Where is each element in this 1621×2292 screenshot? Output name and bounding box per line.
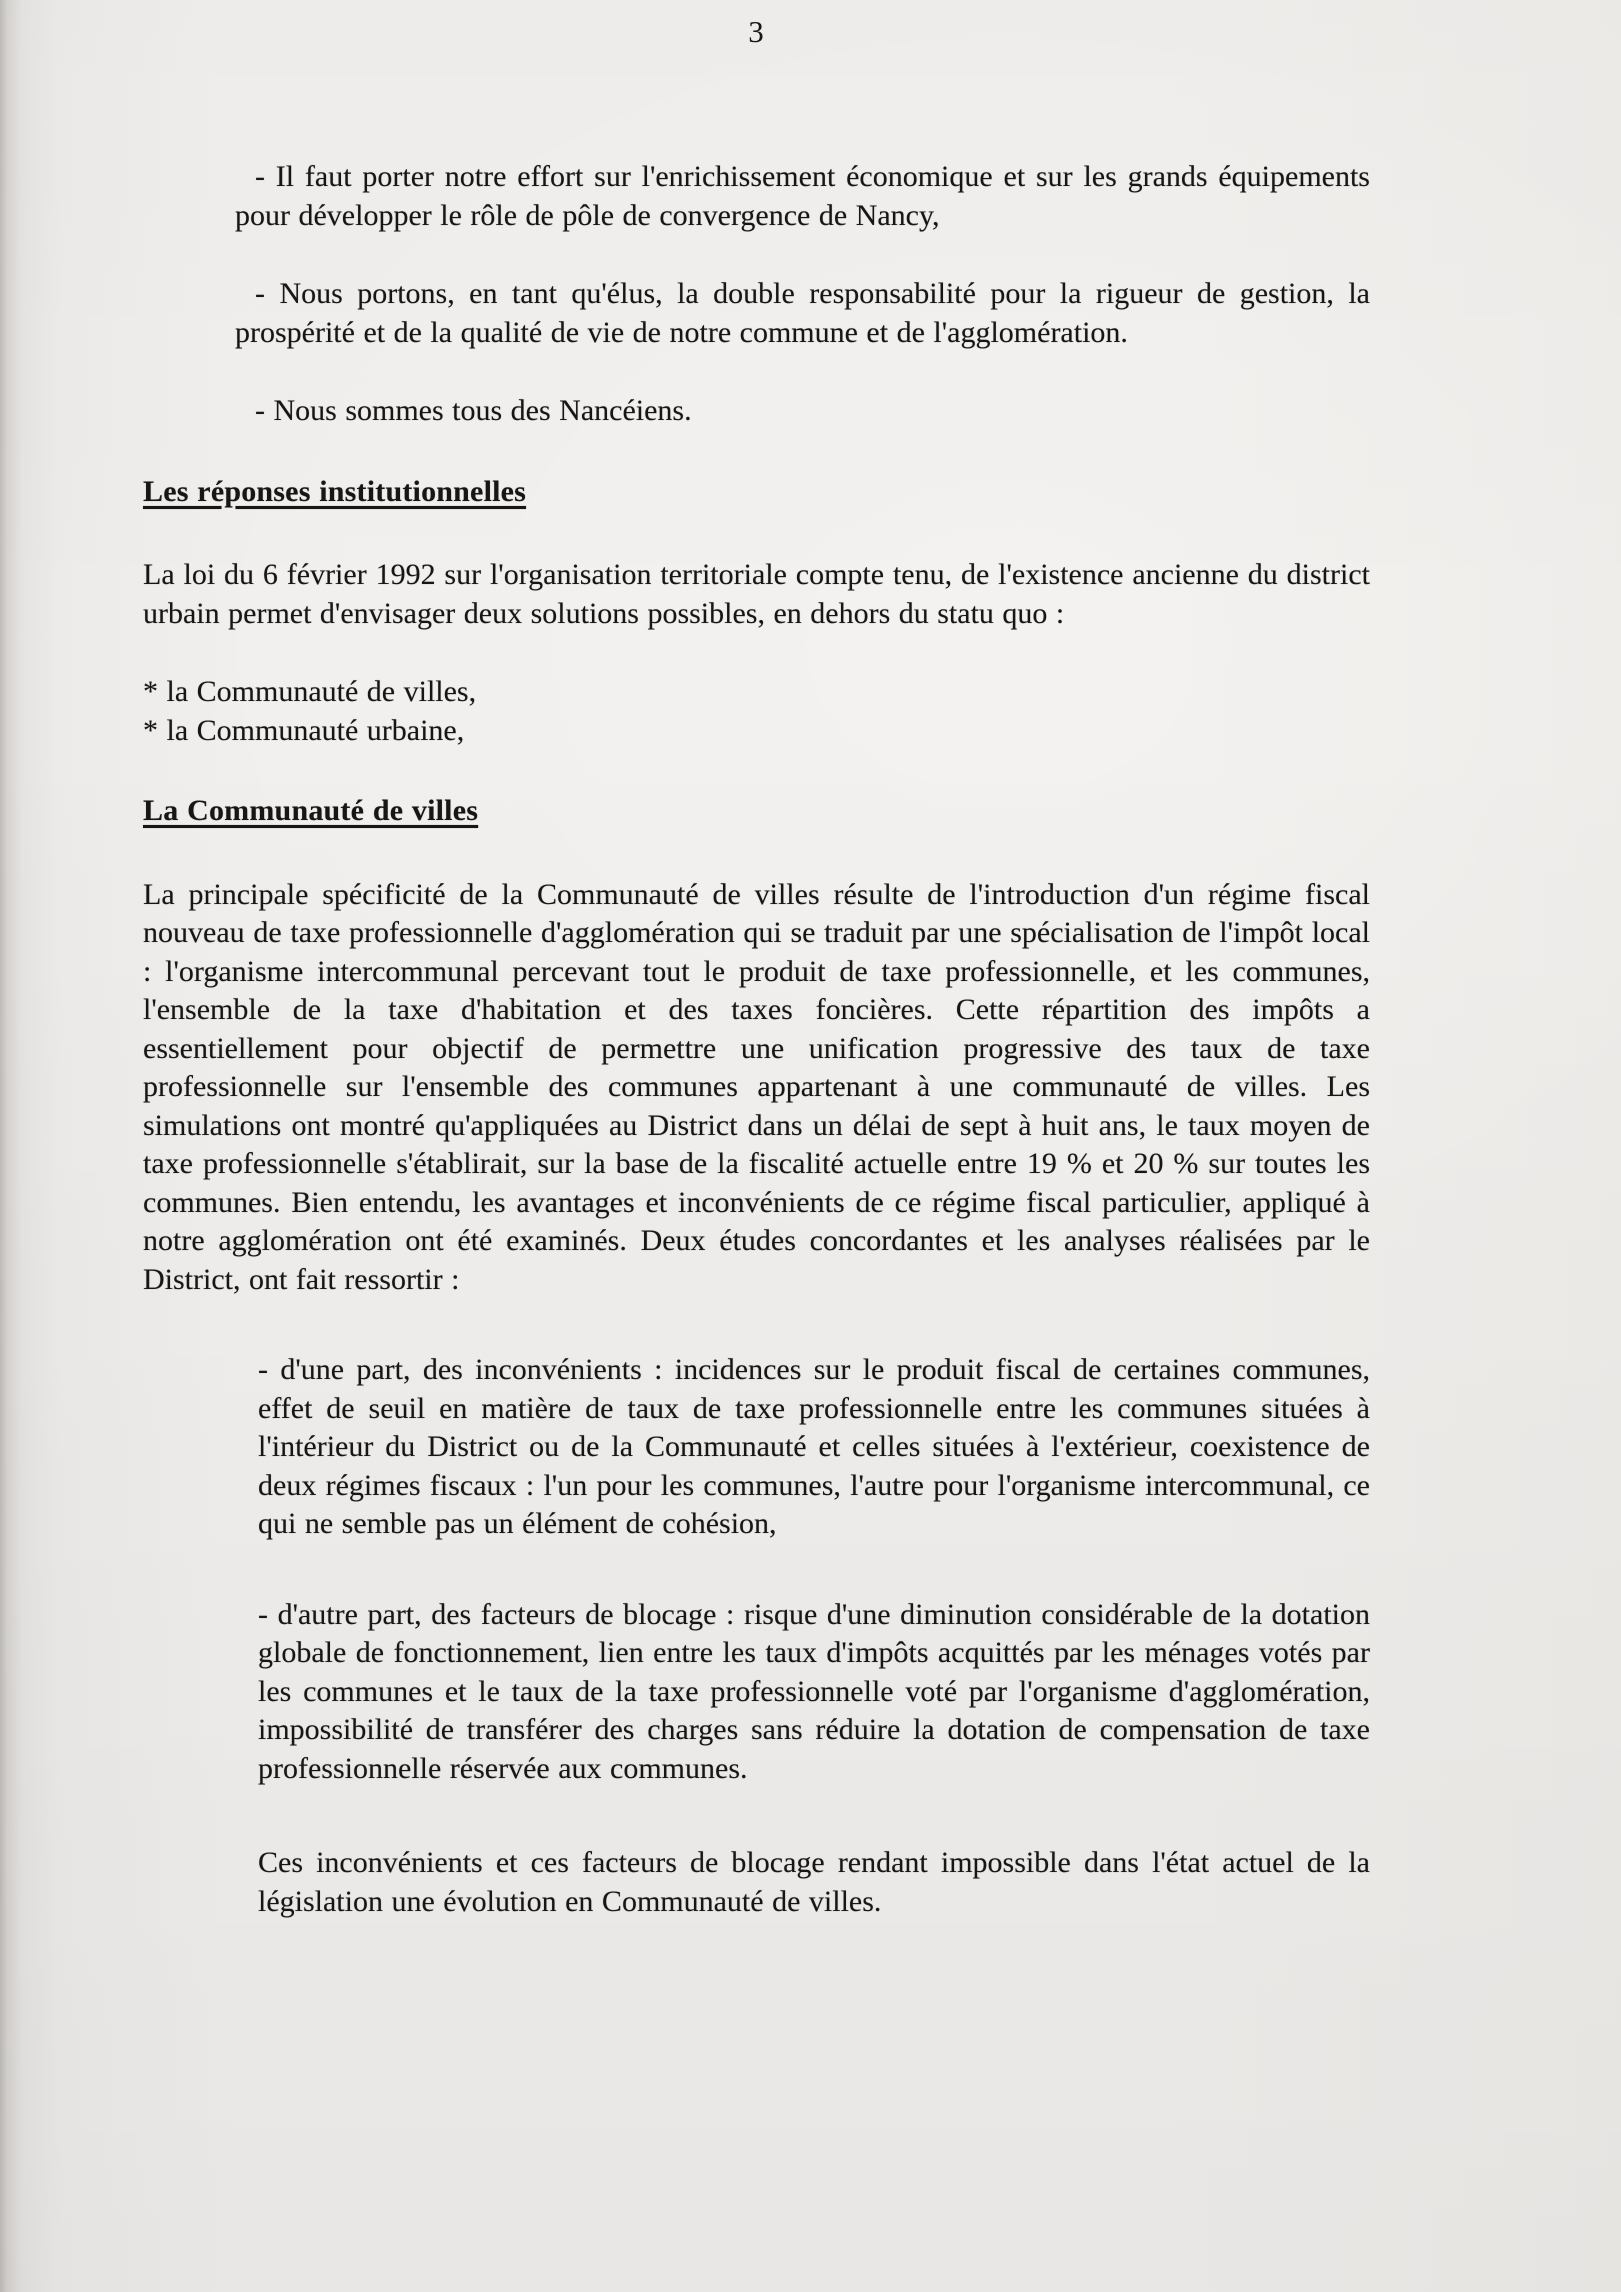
document-body	[143, 0, 1370, 1921]
bullet-paragraph: - Nous portons, en tant qu'élus, la double responsabilité pour la rigueur de gestion, la prospérité et de la qualité de vie de notre commune et de l'agglomération.	[235, 277, 1370, 349]
bullet-paragraph: - Nous sommes tous des Nancéiens.	[255, 394, 692, 427]
closing-paragraph: Ces inconvénients et ces facteurs de blocage rendant impossible dans l'état actuel de la législation une évolution en Communauté de villes.	[258, 1846, 1370, 1918]
page-number: 3	[748, 14, 765, 49]
bullet-paragraph: - d'une part, des inconvénients : incidences sur le produit fiscal de certaines communes, effet de seuil en matière de taux de taxe professionnelle entre les communes situées à l'intérieur du District ou de la Communauté et celles situées à l'extérieur, coexistence de deux régimes fiscaux : l'un pour les communes, l'autre pour l'organisme intercommunal, ce qui ne semble pas un élément de cohésion,	[258, 1353, 1370, 1540]
body-paragraph: La loi du 6 février 1992 sur l'organisation territoriale compte tenu, de l'existence ancienne du district urbain permet d'envisager deux solutions possibles, en dehors du statu quo :	[143, 558, 1370, 630]
body-paragraph: La principale spécificité de la Communauté de villes résulte de l'introduction d'un régime fiscal nouveau de taxe professionnelle d'agglomération qui se traduit par une spécialisation de l'impôt local : l'organisme intercommunal percevant tout le produit de taxe professionnelle, et les communes, l'ensemble de la taxe d'habitation et des taxes foncières. Cette répartition des impôts a essentiellement pour objectif de permettre une unification progressive des taux de taxe professionnelle sur l'ensemble des communes appartenant à une communauté de villes. Les simulations ont montré qu'appliquées au District dans un délai de sept à huit ans, le taux moyen de taxe professionnelle s'établirait, sur la base de la fiscalité actuelle entre 19 % et 20 % sur toutes les communes. Bien entendu, les avantages et inconvénients de ce régime fiscal particulier, appliqué à notre agglomération ont été examinés. Deux études concordantes et les analyses réalisées par le District, ont fait ressortir :	[143, 877, 1370, 1296]
section-heading: Les réponses institutionnelles	[143, 474, 527, 508]
star-list-item: * la Communauté urbaine,	[143, 713, 465, 747]
section-heading: La Communauté de villes	[143, 794, 479, 827]
bullet-paragraph: - d'autre part, des facteurs de blocage : risque d'une diminution considérable de la dotation globale de fonctionnement, lien entre les taux d'impôts acquittés par les ménages votés par les communes et le taux de la taxe professionnelle voté par l'organisme d'agglomération, impossibilité de transférer des charges sans réduire la dotation de compensation de taxe professionnelle réservée aux communes.	[258, 1597, 1370, 1785]
star-list-item: * la Communauté de villes,	[143, 675, 477, 708]
bullet-paragraph: - Il faut porter notre effort sur l'enrichissement économique et sur les grands équipements pour développer le rôle de pôle de convergence de Nancy,	[235, 160, 1370, 232]
